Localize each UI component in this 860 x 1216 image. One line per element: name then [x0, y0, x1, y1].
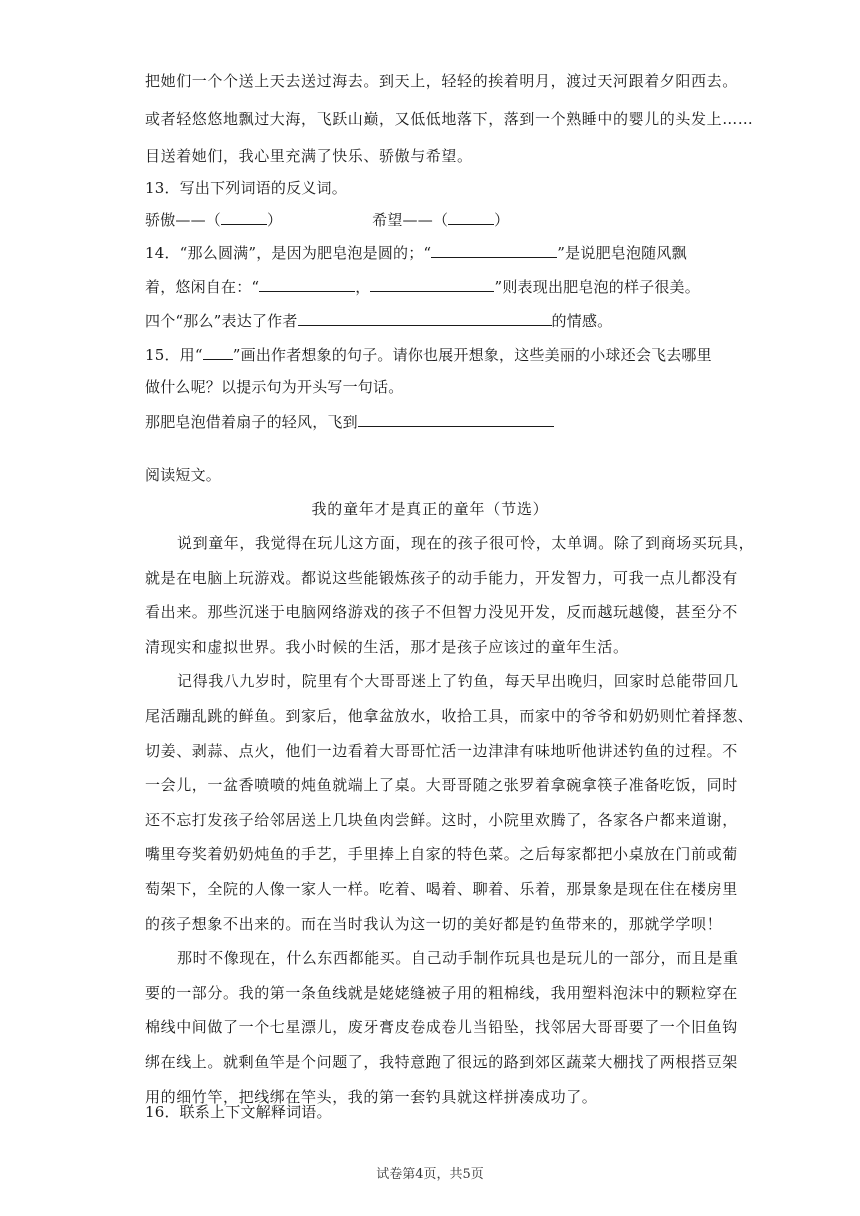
question-15-line-2: 做什么呢？以提示句为开头写一句话。: [145, 378, 404, 396]
antonym-item-1-close: ）: [267, 211, 283, 229]
passage2-line: 记得我八九岁时，院里有个大哥哥迷上了钓鱼，每天早出晚归，回家时总能带回几: [177, 672, 739, 690]
question-13-prompt: 13．写出下列词语的反义词。: [145, 179, 347, 197]
passage2-line: 棉线中间做了一个七星漂儿，废牙膏皮卷成卷儿当铅坠，找邻居大哥哥要了一个旧鱼钩: [145, 1018, 738, 1036]
answer-blank[interactable]: [431, 242, 557, 258]
passage2-line: 要的一部分。我的第一条鱼线就是姥姥缝被子用的粗棉线，我用塑料泡沫中的颗粒穿在: [145, 984, 738, 1002]
passage1-line: 把她们一个个送上天去送过海去。到天上，轻轻的挨着明月，渡过天河跟着夕阳西去。: [145, 72, 738, 90]
passage2-line: 就是在电脑上玩游戏。都说这些能锻炼孩子的动手能力，开发智力，可我一点儿都没有: [145, 569, 738, 587]
passage1-line: 或者轻悠悠地飘过大海，飞跃山巅，又低低地落下，落到一个熟睡中的婴儿的头发上……: [145, 110, 754, 128]
question-13-items: [145, 209, 509, 230]
question-14-text: 14．“那么圆满”，是因为肥皂泡是圆的；“: [145, 244, 432, 262]
question-14-line-1: [145, 242, 687, 263]
passage2-line: 萄架下，全院的人像一家人一样。吃着、喝着、聊着、乐着，那景象是现在住在楼房里: [145, 880, 738, 898]
passage2-line: 说到童年，我觉得在玩儿这方面，现在的孩子很可怜，太单调。除了到商场买玩具，: [177, 534, 755, 552]
passage2-line: 那时不像现在，什么东西都能买。自己动手制作玩具也是玩儿的一部分，而且是重: [177, 949, 739, 967]
question-15-text: ”画出作者想象的句子。请你也展开想象，这些美丽的小球还会飞去哪里: [232, 346, 712, 364]
answer-blank[interactable]: [358, 411, 554, 427]
question-14-text: 四个“那么”表达了作者: [145, 312, 298, 330]
passage2-line: 尾活蹦乱跳的鲜鱼。到家后，他拿盆放水，收拾工具，而家中的爷爷和奶奶则忙着择葱、: [145, 707, 754, 725]
reading-instruction: 阅读短文。: [145, 466, 222, 484]
answer-blank[interactable]: [448, 209, 494, 225]
underline-sample: [203, 344, 233, 360]
passage2-line: 绑在线上。就剩鱼竿是个问题了，我特意跑了很远的路到郊区蔬菜大棚找了两根搭豆架: [145, 1053, 738, 1071]
answer-blank[interactable]: [221, 209, 267, 225]
answer-blank[interactable]: [259, 276, 355, 292]
question-15-text: 那肥皂泡借着扇子的轻风，飞到: [145, 413, 358, 431]
question-16-prompt: 16．联系上下文解释词语。: [145, 1103, 332, 1121]
question-14-line-3: [145, 310, 612, 331]
passage2-line: 用的细竹竿，把线绑在竿头，我的第一套钓具就这样拼凑成功了。: [145, 1088, 598, 1106]
question-15-text: 15．用“: [145, 346, 203, 364]
question-14-text: 的情感。: [551, 312, 613, 330]
answer-blank[interactable]: [370, 276, 494, 292]
passage2-line: 还不忘打发孩子给邻居送上几块鱼肉尝鲜。这时，小院里欢腾了，各家各户都来道谢，: [145, 811, 738, 829]
page-footer: 试卷第4页，共5页: [376, 1167, 484, 1182]
question-14-text: ”则表现出肥皂泡的样子很美。: [494, 278, 700, 296]
question-14-text: ，: [355, 278, 371, 296]
passage-title: 我的童年才是真正的童年（节选）: [311, 500, 549, 518]
passage2-line: 清现实和虚拟世界。我小时候的生活，那才是孩子应该过的童年生活。: [145, 638, 629, 656]
antonym-item-2-label: 希望——（: [372, 211, 449, 229]
answer-blank[interactable]: [298, 310, 552, 326]
passage2-line: 嘴里夸奖着奶奶炖鱼的手艺，手里捧上自家的特色菜。之后每家都把小桌放在门前或葡: [145, 845, 738, 863]
question-15-line-1: [145, 344, 712, 365]
antonym-item-2-close: ）: [494, 211, 510, 229]
question-14-line-2: [145, 276, 700, 297]
passage2-line: 看出来。那些沉迷于电脑网络游戏的孩子不但智力没见开发，反而越玩越傻，甚至分不: [145, 603, 738, 621]
question-15-line-3: [145, 411, 554, 432]
question-14-text: ”是说肥皂泡随风飘: [557, 244, 687, 262]
passage2-line: 一会儿，一盆香喷喷的炖鱼就端上了桌。大哥哥随之张罗着拿碗拿筷子准备吃饭，同时: [145, 776, 738, 794]
question-14-text: 着，悠闲自在：“: [145, 278, 260, 296]
passage1-line: 目送着她们，我心里充满了快乐、骄傲与希望。: [145, 147, 473, 165]
passage2-line: 切姜、剥蒜、点火，他们一边看着大哥哥忙活一边津津有味地听他讲述钓鱼的过程。不: [145, 742, 738, 760]
antonym-item-1-label: 骄傲——（: [145, 211, 222, 229]
passage2-line: 的孩子想象不出来的。而在当时我认为这一切的美好都是钓鱼带来的，那就学学呗！: [145, 915, 723, 933]
